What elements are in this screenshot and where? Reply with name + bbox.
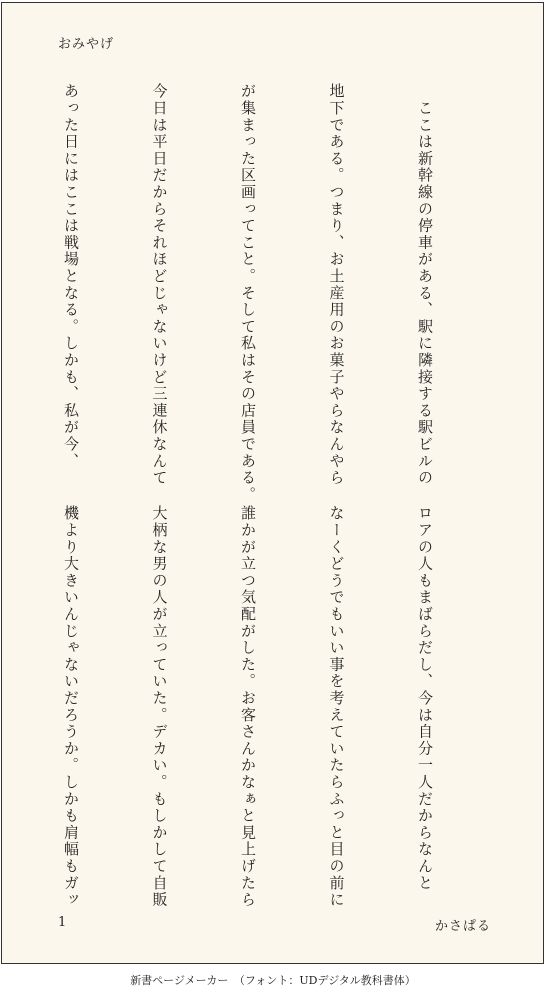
- book-page: [1, 2, 544, 964]
- text-column: が集まった区画ってこと。そして私はその店員である。: [239, 83, 257, 503]
- text-column: ロアの人もまばらだし、今は自分一人だからなんと: [416, 505, 434, 892]
- text-column: 地下である。つまり、お土産用のお菓子やらなんやら: [327, 83, 346, 487]
- running-title: おみやげ: [58, 37, 115, 52]
- page-number: 1: [58, 915, 67, 930]
- text-column: 大柄な男の人が立っていた。デカい。もしかして自販: [150, 505, 169, 909]
- text-column: 誰かが立つ気配がした。お客さんかなぁと見上げたら: [239, 505, 257, 909]
- text-column: なーくどうでもいい事を考えていたらふっと目の前に: [327, 505, 346, 909]
- text-block-top: [0, 83, 498, 503]
- author-name: かさぱる: [434, 919, 491, 934]
- text-column: ここは新幹線の停車がある、駅に隣接する駅ビルの: [416, 83, 434, 487]
- text-column: 今日は平日だからそれほどじゃないけど三連休なんて: [150, 83, 169, 487]
- text-block-bottom: [0, 505, 498, 909]
- text-column: あった日にはここは戦場となる。しかも、私が今、: [62, 83, 80, 470]
- text-column: 機より大きいんじゃないだろうか。しかも肩幅もガッ: [62, 505, 80, 909]
- footer-credit: 新書ページメーカー （フォント：UDデジタル教科書体）: [130, 974, 416, 987]
